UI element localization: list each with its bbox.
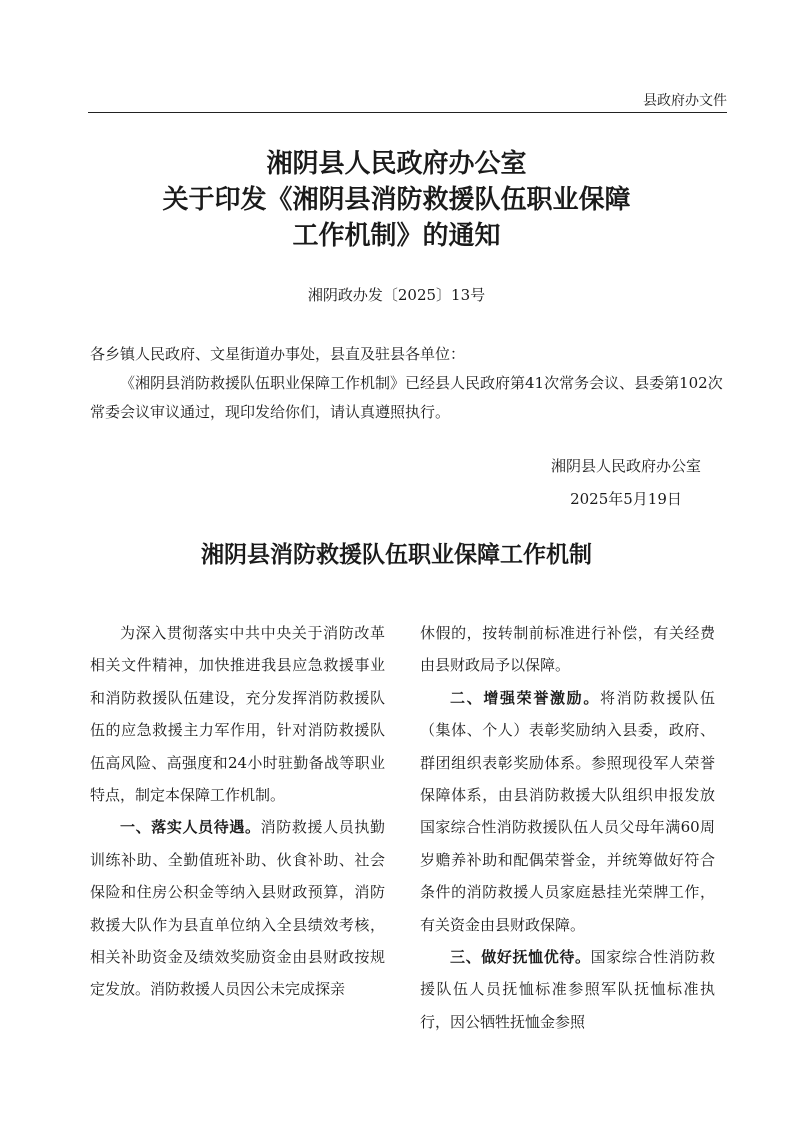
section-3-paragraph — [420, 941, 715, 1038]
document-number: 湘阴政办发〔2025〕13号 — [307, 286, 486, 304]
header-label: 县政府办文件 — [643, 93, 727, 109]
issue-date: 2025年5月19日 — [570, 490, 682, 508]
notice-title-line-3: 工作机制》的通知 — [292, 221, 501, 251]
section-1-paragraph — [90, 811, 385, 1005]
header-rule — [88, 112, 727, 113]
mechanism-title: 湘阴县消防救援队伍职业保障工作机制 — [201, 541, 592, 568]
section-3-body: 国家综合性消防救援队伍人员抚恤标准参照军队抚恤标准执行，因公牺牲抚恤金参照 — [420, 948, 715, 1031]
issuer: 湘阴县人民政府办公室 — [550, 457, 701, 475]
notice-paragraph: 《湘阴县消防救援队伍职业保障工作机制》已经县人民政府第41次常务会议、县委第102次常委会议审议通过，现印发给你们，请认真遵照执行。 — [90, 374, 723, 421]
section-2-paragraph — [420, 682, 715, 941]
recipients: 各乡镇人民政府、文星街道办事处，县直及驻县各单位： — [90, 345, 466, 363]
notice-title-line-2: 关于印发《湘阴县消防救援队伍职业保障 — [162, 185, 631, 215]
section-1-continuation: 休假的，按转制前标准进行补偿，有关经费由县财政局予以保障。 — [420, 624, 715, 675]
intro-paragraph: 为深入贯彻落实中共中央关于消防改革相关文件精神，加快推进我县应急救援事业和消防救援队伍建设，充分发挥消防救援队伍的应急救援主力军作用，针对消防救援队伍高风险、高强度和24小时驻勤备战等职业特点，制定本保障工作机制。 — [90, 624, 385, 805]
column-right — [420, 617, 715, 1038]
signature-block — [551, 450, 701, 516]
section-1-title: 一、落实人员待遇。 — [120, 818, 261, 837]
notice-title-line-1: 湘阴县人民政府办公室 — [266, 149, 527, 179]
section-2-body: 将消防救援队伍（集体、个人）表彰奖励纳入县委，政府、群团组织表彰奖励体系。参照现役军人荣誉保障体系，由县消防救援大队组织申报发放国家综合性消防救援队伍人员父母年满60周岁赡养补助和配偶荣誉金，并统筹做好符合条件的消防救援人员家庭悬挂光荣牌工作，有关资金由县财政保障。 — [420, 688, 715, 934]
notice-title — [0, 146, 793, 254]
column-left — [90, 617, 385, 1006]
section-1-body: 消防救援人员执勤训练补助、全勤值班补助、伙食补助、社会保险和住房公积金等纳入县财政预算，消防救援大队作为县直单位纳入全县绩效考核，相关补助资金及绩效奖励资金由县财政按规定发放。消防救援人员因公未完成探亲 — [90, 818, 385, 999]
notice-body — [90, 340, 725, 427]
section-3-title: 三、做好抚恤优待。 — [450, 948, 591, 967]
section-2-title: 二、增强荣誉激励。 — [450, 688, 600, 707]
